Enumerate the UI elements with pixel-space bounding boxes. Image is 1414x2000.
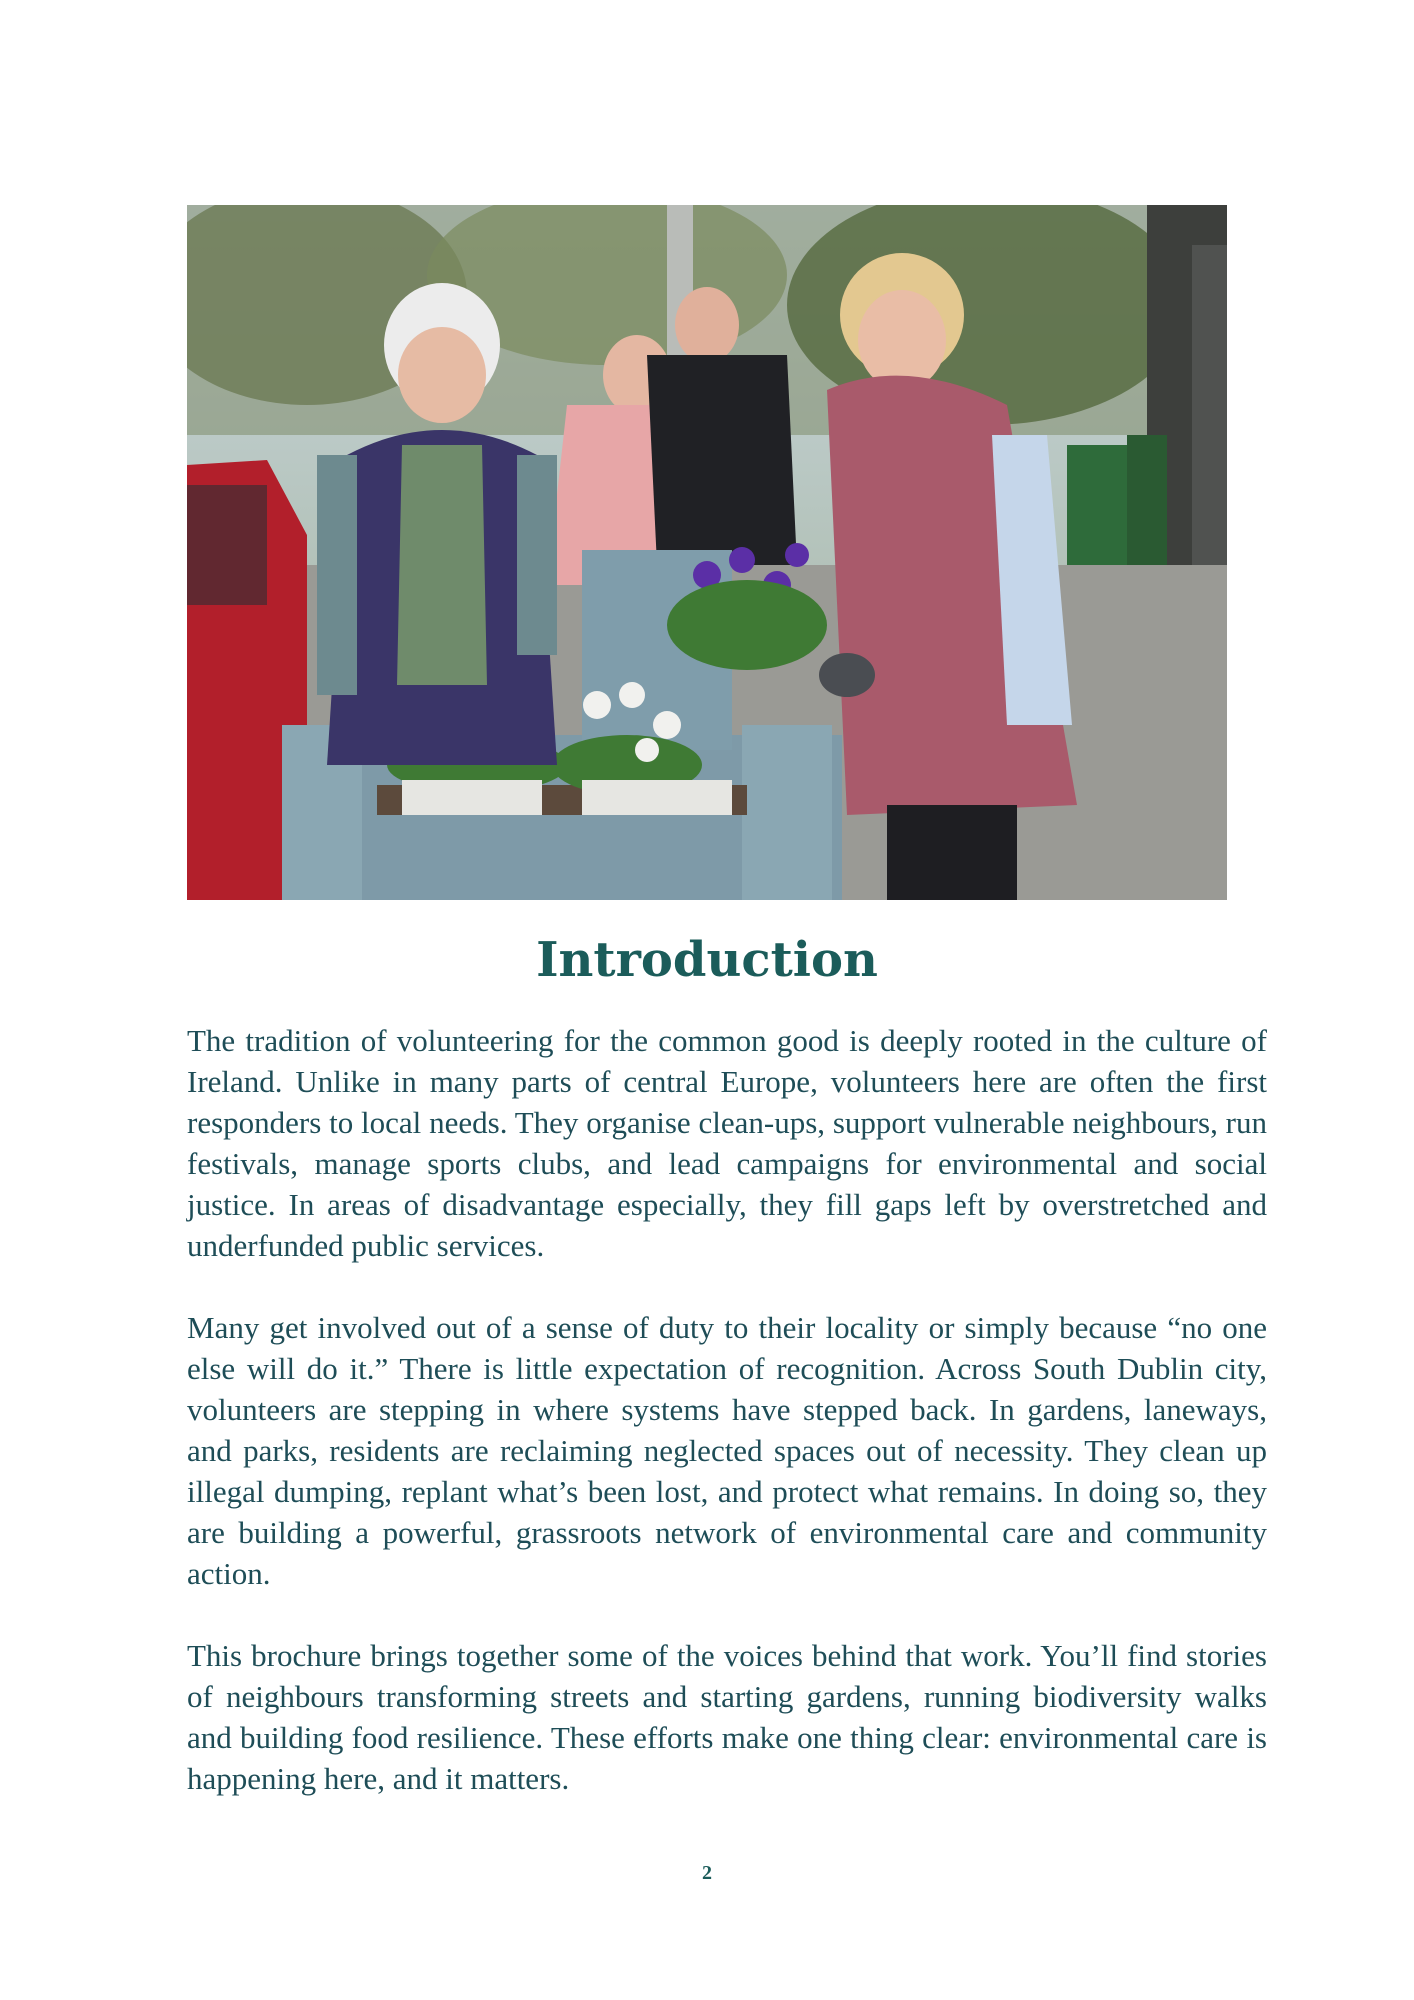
- photo-illustration: [187, 205, 1227, 900]
- page-number: 2: [702, 1862, 712, 1884]
- paragraph-2: Many get involved out of a sense of duty to their locality or simply because “no one else will do it.” There is little expectation of recognition. Across South Dublin city, volunteers are stepping in where systems have stepped back. In gardens, laneways, and parks, residents are reclaiming neglected spaces out of necessity. They clean up illegal dumping, replant what’s been lost, and protect what remains. In doing so, they are building a powerful, grassroots network of environmental care and community action.: [187, 1310, 1267, 1591]
- introduction-body: [187, 1020, 1267, 1840]
- paragraph-3: This brochure brings together some of the voices behind that work. You’ll find stories of neighbours transforming streets and starting gardens, running biodiversity walks and building food resilience. These efforts make one thing clear: environmental care is happening here, and it matters.: [187, 1638, 1267, 1796]
- page-title: Introduction: [536, 932, 878, 988]
- volunteers-planting-photo: [187, 205, 1227, 900]
- paragraph-1: The tradition of volunteering for the common good is deeply rooted in the culture of Ireland. Unlike in many parts of central Europe, volunteers here are often the first responders to local needs. They organise clean-ups, support vulnerable neighbours, run festivals, manage sports clubs, and lead campaigns for environmental and social justice. In areas of disadvantage especially, they fill gaps left by overstretched and underfunded public services.: [187, 1023, 1267, 1263]
